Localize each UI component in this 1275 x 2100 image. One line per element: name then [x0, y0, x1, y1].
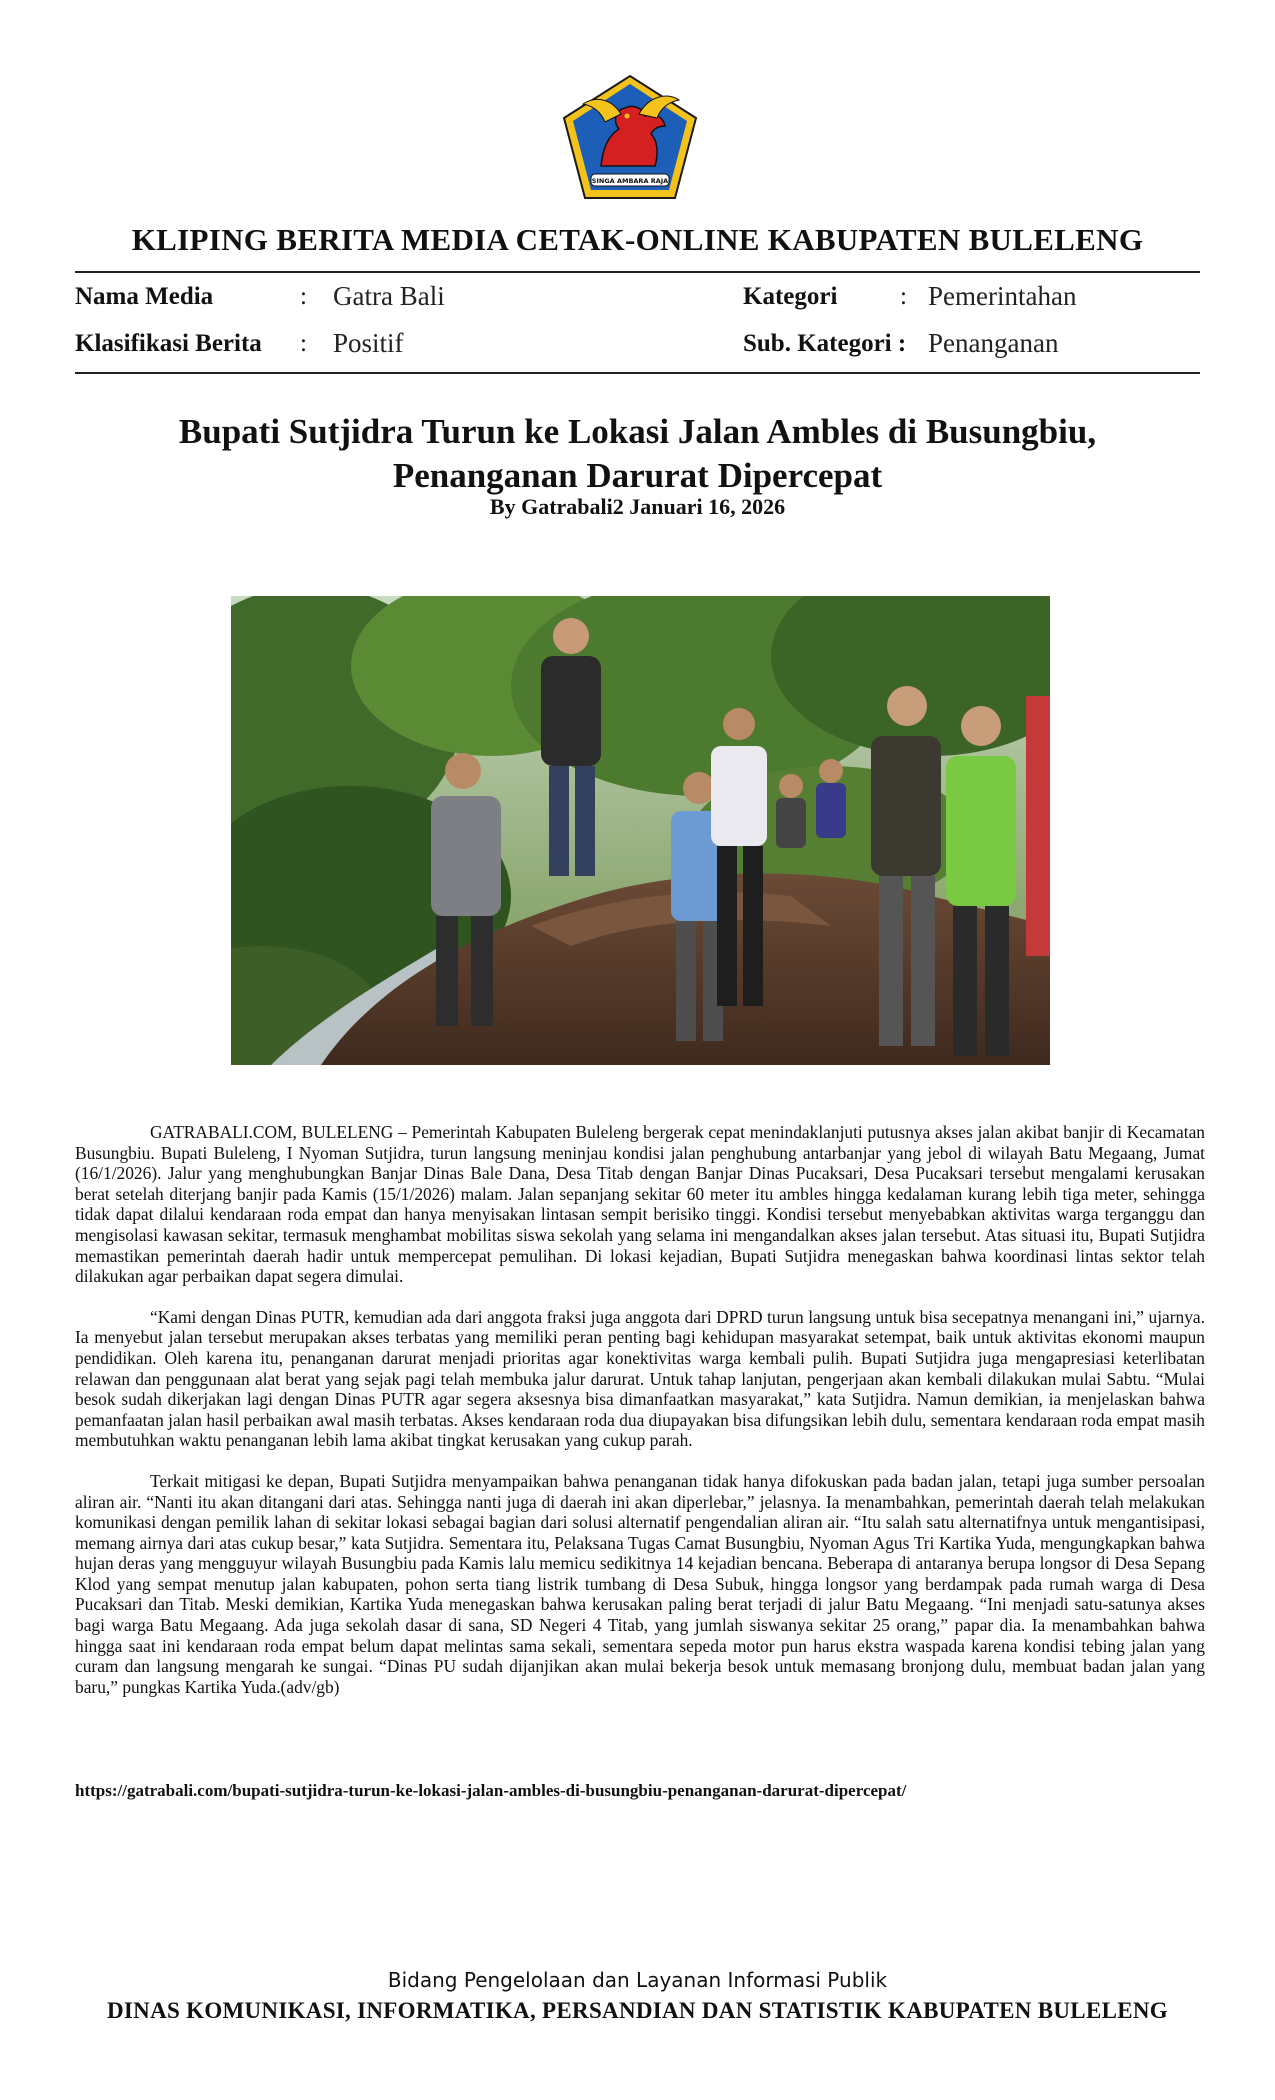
- svg-text:SINGA AMBARA RAJA: SINGA AMBARA RAJA: [591, 177, 669, 185]
- footer-division: Bidang Pengelolaan dan Layanan Informasi Publik: [387, 1968, 888, 1992]
- headline-line-2: Penanganan Darurat Dipercepat: [392, 456, 883, 495]
- header-divider-bottom: [75, 372, 1200, 374]
- meta-label-sub-kategori: Sub. Kategori :: [743, 330, 907, 357]
- news-photo-icon: [231, 596, 1050, 1065]
- article-paragraph-1: GATRABALI.COM, BULELENG – Pemerintah Kabupaten Buleleng bergerak cepat menindaklanjuti putusnya akses jalan akibat banjir di Kecamatan Busungbiu. Bupati Buleleng, I Nyoman Sutjidra, turun langsung meninjau kondisi jalan penghubung antarbanjar yang jebol di wilayah Batu Megaang, Jumat (16/1/2026). Jalur yang menghubungkan Banjar Dinas Bale Dana, Desa Titab dengan Banjar Dinas Pucaksari, Desa Pucaksari tersebut mengalami kerusakan berat setelah diterjang banjir pada Kamis (15/1/2026) malam. Jalan sepanjang sekitar 60 meter itu ambles hingga kedalaman kurang lebih tiga meter, sehingga tidak dapat dilalui kendaraan roda empat dan hanya menyisakan lintasan sempit berisiko tinggi. Kondisi tersebut menyebabkan aktivitas warga terganggu dan mengisolasi kawasan sekitar, termasuk menghambat mobilitas siswa sekolah yang selama ini mengandalkan akses jalan tersebut. Atas situasi itu, Bupati Sutjidra memastikan pemerintah daerah hadir untuk mempercepat pemulihan. Di lokasi kejadian, Bupati Sutjidra menegaskan bahwa koordinasi lintas sektor telah dilakukan agar perbaikan dapat segera dimulai.: [75, 1122, 1205, 1287]
- meta-value-kategori: Pemerintahan: [928, 281, 1077, 311]
- meta-colon-nama-media: :: [300, 283, 307, 310]
- meta-colon-kategori: :: [900, 283, 907, 310]
- headline-line-1: Bupati Sutjidra Turun ke Lokasi Jalan Ambles di Busungbiu,: [178, 412, 1097, 451]
- meta-label-klasifikasi: Klasifikasi Berita: [75, 330, 262, 357]
- meta-colon-klasifikasi: :: [300, 330, 307, 357]
- header-divider-top: [75, 271, 1200, 273]
- footer-agency: DINAS KOMUNIKASI, INFORMATIKA, PERSANDIAN DAN STATISTIK KABUPATEN BULELENG: [107, 1998, 1168, 2023]
- meta-value-sub-kategori: Penanganan: [928, 328, 1059, 358]
- article-body: [75, 1122, 1205, 1717]
- source-url-link[interactable]: https://gatrabali.com/bupati-sutjidra-turun-ke-lokasi-jalan-ambles-di-busungbiu-penanganan-darurat-dipercepat/: [75, 1781, 907, 1800]
- article-headline: [0, 410, 1275, 498]
- article-byline: By Gatrabali2 Januari 16, 2026: [489, 494, 786, 519]
- article-paragraph-3: Terkait mitigasi ke depan, Bupati Sutjidra menyampaikan bahwa penanganan tidak hanya difokuskan pada badan jalan, tetapi juga sumber persoalan aliran air. “Nanti itu akan ditangani dari atas. Sehingga nanti juga di daerah ini akan diperlebar,” jelasnya. Ia menambahkan, pemerintah daerah telah melakukan komunikasi dengan pemilik lahan di sekitar lokasi sebagai bagian dari solusi alternatif pengendalian aliran air. “Itu salah satu alternatifnya untuk mengantisipasi, memang airnya dari atas cukup besar,” kata Sutjidra. Sementara itu, Pelaksana Tugas Camat Busungbiu, Nyoman Agus Tri Kartika Yuda, mengungkapkan bahwa hujan deras yang mengguyur wilayah Busungbiu pada Kamis lalu memicu sedikitnya 14 kejadian bencana. Beberapa di antaranya berupa longsor di Desa Sepang Klod yang sempat menutup jalan kabupaten, pohon serta tiang listrik tumbang di Desa Subuk, hingga longsor yang berdampak pada rumah warga di Desa Pucaksari dan Titab. Meski demikian, Kartika Yuda menegaskan bahwa kerusakan paling berat terjadi di jalur Batu Megaang. “Ini menjadi satu-satunya akses bagi warga Batu Megaang. Ada juga sekolah dasar di sana, SD Negeri 4 Titab, yang jumlah siswanya sekitar 25 orang,” papar dia. Ia menambahkan bahwa hingga saat ini kendaraan roda empat belum dapat melintas sama sekali, sementara sepeda motor pun harus ekstra waspada karena kondisi tebing jalan yang curam dan langsung mengarah ke sungai. “Dinas PU sudah dijanjikan akan mulai bekerja besok untuk memasang bronjong dulu, membuat badan jalan yang baru,” pungkas Kartika Yuda.(adv/gb): [75, 1470, 1205, 1697]
- meta-value-nama-media: Gatra Bali: [333, 281, 445, 311]
- meta-label-nama-media: Nama Media: [75, 283, 214, 310]
- article-paragraph-2: “Kami dengan Dinas PUTR, kemudian ada dari anggota fraksi juga anggota dari DPRD turun langsung untuk bisa secepatnya menangani ini,” ujarnya. Ia menyebut jalan tersebut merupakan akses terbatas yang memiliki peran penting bagi kehidupan masyarakat setempat, baik untuk aktivitas ekonomi maupun pendidikan. Oleh karena itu, penanganan darurat menjadi prioritas agar konektivitas warga kembali pulih. Bupati Sutjidra juga mengapresiasi keterlibatan relawan dan penggunaan alat berat yang sejak pagi telah membuka jalur darurat. Untuk tahap lanjutan, pengerjaan akan kembali dilakukan mulai Sabtu. “Mulai besok sudah dikerjakan lagi dengan Dinas PUTR agar segera aksesnya bisa dimanfaatkan masyarakat,” kata Sutjidra. Namun demikian, ia menjelaskan bahwa pemanfaatan jalan hasil perbaikan awal masih terbatas. Akses kendaraan roda dua diupayakan bisa difungsikan lebih dulu, sementara kendaraan roda empat masih membutuhkan waktu penanganan lebih lama akibat tingkat kerusakan yang cukup parah.: [75, 1306, 1205, 1451]
- kliping-title: KLIPING BERITA MEDIA CETAK-ONLINE KABUPATEN BULELENG: [131, 222, 1144, 257]
- meta-value-klasifikasi: Positif: [333, 328, 404, 358]
- buleleng-coat-of-arms-icon: [561, 74, 699, 202]
- meta-label-kategori: Kategori: [743, 283, 838, 310]
